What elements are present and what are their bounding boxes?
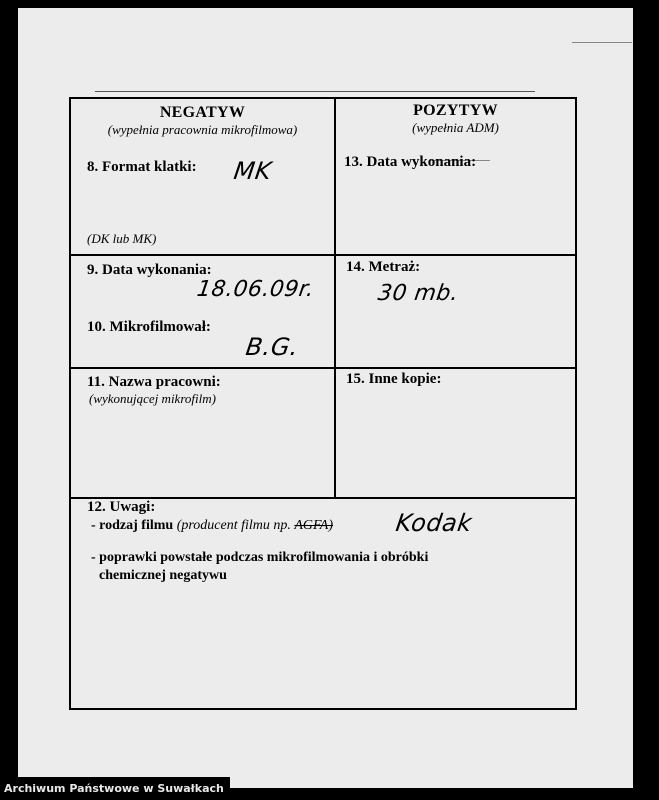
film-type-value: Kodak xyxy=(394,509,474,537)
remarks-section xyxy=(71,499,575,708)
frame-format-value: MK xyxy=(232,157,274,185)
lab-name-hint: (wykonującej mikrofilm) xyxy=(89,391,216,406)
corrections-line-2: chemicznej negatywu xyxy=(99,568,227,583)
length-label: 14. Metraż: xyxy=(346,259,421,275)
page-edge-shadow xyxy=(633,8,659,788)
positive-title: POZYTYW xyxy=(413,102,498,119)
remarks-label: 12. Uwagi: xyxy=(87,499,156,515)
film-type-line xyxy=(91,518,333,534)
microfilm-record-form xyxy=(69,97,577,710)
negative-section xyxy=(71,99,334,497)
film-type-hint: (producent filmu np. xyxy=(176,518,291,533)
negative-title: NEGATYW xyxy=(159,104,246,121)
other-copies-label: 15. Inne kopie: xyxy=(346,371,442,387)
scan-artifact-line xyxy=(95,91,535,92)
filmed-by-label: 10. Mikrofilmował: xyxy=(87,319,211,335)
archive-footer-label: Archiwum Państwowe w Suwałkach xyxy=(0,777,230,800)
positive-date-label: 13. Data wykonania: xyxy=(344,154,477,170)
corrections-line-1: - poprawki powstałe podczas mikrofilmowania i obróbki xyxy=(91,550,429,565)
film-type-struck-example: AGFA) xyxy=(294,518,333,533)
negative-date-value: 18.06.09r. xyxy=(195,277,316,302)
film-type-prefix: - rodzaj filmu xyxy=(91,518,174,533)
positive-subtitle: (wypełnia ADM) xyxy=(412,120,499,135)
filmed-by-value: B.G. xyxy=(244,333,301,361)
length-value: 30 mb. xyxy=(376,281,461,306)
positive-section xyxy=(336,99,575,497)
negative-date-label: 9. Data wykonania: xyxy=(87,262,212,278)
negative-subtitle: (wypełnia pracownia mikrofilmowa) xyxy=(107,122,298,137)
scan-artifact-line xyxy=(572,42,632,43)
frame-format-hint: (DK lub MK) xyxy=(87,231,157,246)
frame-format-label: 8. Format klatki: xyxy=(87,159,197,175)
lab-name-label: 11. Nazwa pracowni: xyxy=(87,374,221,390)
